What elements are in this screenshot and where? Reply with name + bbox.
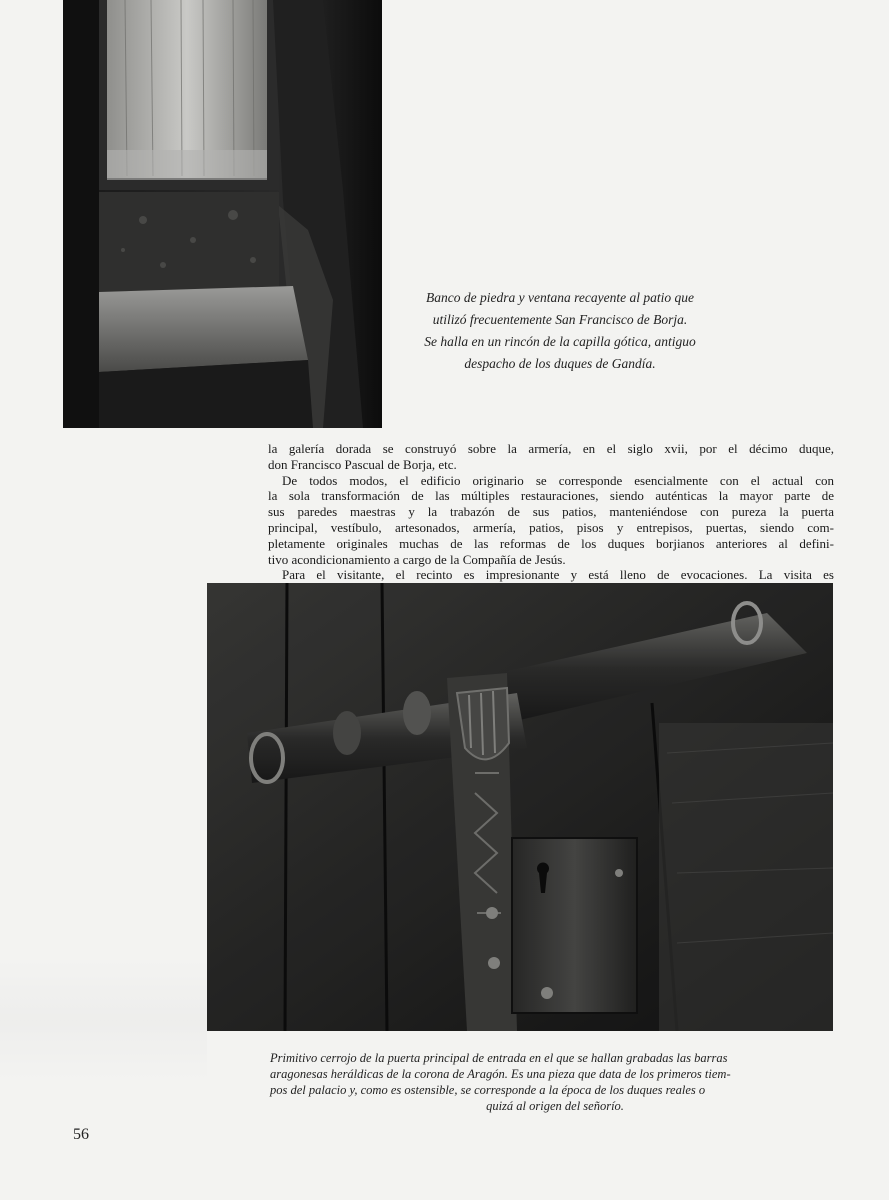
body-line: principal, vestíbulo, artesonados, armería, patios, pisos y entrepisos, puertas, siendo com- (268, 519, 834, 535)
caption-line: Se halla en un rincón de la capilla gótica, antiguo (424, 334, 696, 349)
caption-line: quizá al origen del señorío. (486, 1099, 624, 1113)
caption-line: utilizó frecuentemente San Francisco de Borja. (432, 312, 688, 327)
photo-caption-top (400, 287, 720, 375)
caption-line: despacho de los duques de Gandía. (464, 356, 656, 371)
photo-caption-bottom (270, 1050, 840, 1114)
body-text (268, 441, 834, 583)
body-line: tivo acondicionamiento a cargo de la Compañía de Jesús. (268, 551, 566, 567)
body-line: Para el visitante, el recinto es impresionante y está lleno de evocaciones. La visita es (282, 567, 834, 583)
body-line: De todos modos, el edificio originario se corresponde esencialmente con el actual con (282, 472, 834, 488)
show-through-shadow (0, 960, 207, 1080)
body-line: la galería dorada se construyó sobre la armería, en el siglo xvii, por el décimo duque, (268, 441, 834, 456)
body-line: la sola transformación de las múltiples restauraciones, siendo auténticas la mayor parte de (268, 488, 834, 504)
body-line: sus paredes maestras y la trabazón de sus patios, manteniéndose con pureza la puerta (268, 504, 834, 520)
caption-line: aragonesas heráldicas de la corona de Aragón. Es una pieza que data de los primeros tiem- (270, 1067, 731, 1081)
photo-door-bolt (207, 583, 833, 1031)
page-number: 56 (73, 1126, 89, 1143)
body-line: don Francisco Pascual de Borja, etc. (268, 456, 457, 472)
body-line: pletamente originales muchas de las reformas de los duques borjianos anteriores al defini- (268, 535, 834, 551)
caption-line: Primitivo cerrojo de la puerta principal de entrada en el que se hallan grabadas las barras (270, 1051, 728, 1065)
photo-stone-bench-window (63, 0, 382, 428)
caption-line: Banco de piedra y ventana recayente al patio que (426, 290, 694, 305)
caption-line: pos del palacio y, como es ostensible, se corresponde a la época de los duques reales o (270, 1083, 706, 1097)
